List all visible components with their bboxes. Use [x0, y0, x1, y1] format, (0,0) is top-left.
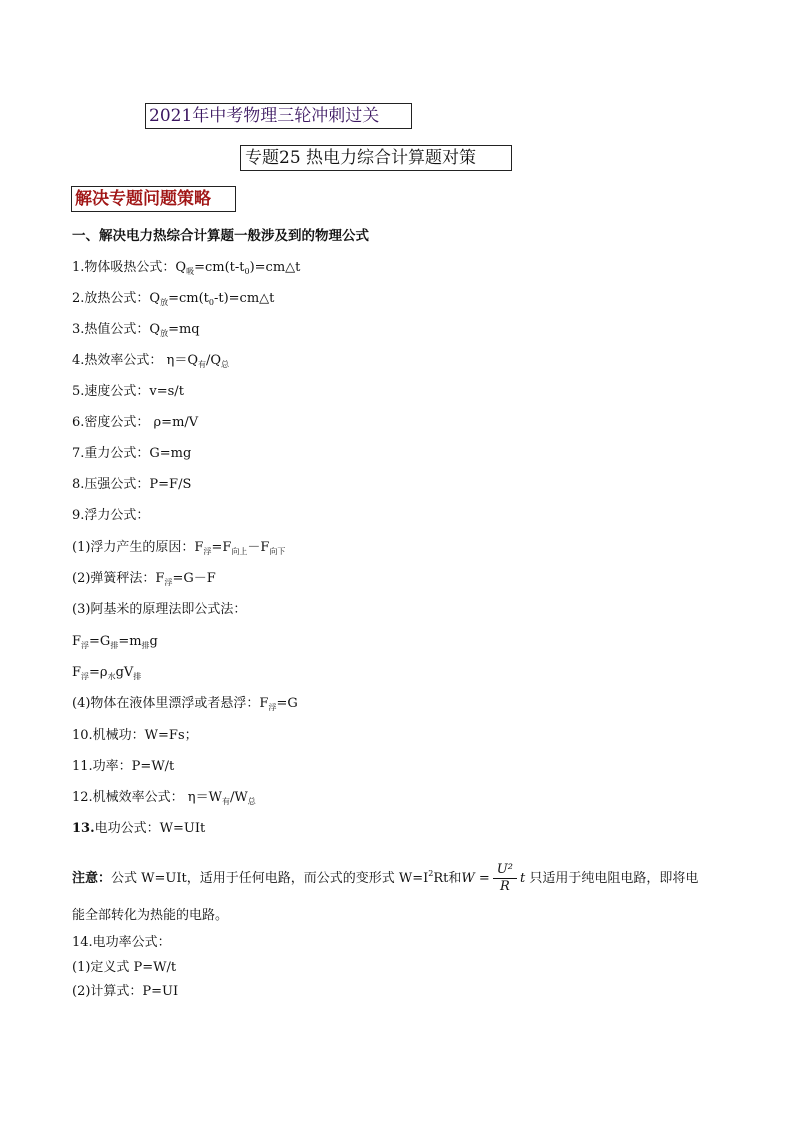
- strategy-heading: 解决专题问题策略: [71, 186, 236, 212]
- formula-floating: (4)物体在液体里漂浮或者悬浮：$F_浮=G$: [72, 696, 298, 712]
- formula-electric-work: 13.电功公式：W=UIt: [72, 821, 206, 836]
- section-heading: 一、解决电力热综合计算题一般涉及到的物理公式: [72, 228, 369, 244]
- formula-pressure: 8.压强公式：P=F/S: [72, 477, 192, 492]
- formula-density: 6.密度公式： ρ=m/V: [72, 415, 199, 430]
- electric-power-title: 14.电功率公式：: [72, 935, 171, 950]
- formula-archimedes-2: $F_浮=\rho_水gV_排$: [72, 665, 142, 681]
- series-title: 2021年中考物理三轮冲刺过关: [145, 103, 412, 129]
- formula-buoyancy-spring: (2)弹簧秤法：$F_浮=G-F$: [72, 571, 216, 587]
- note-paragraph: 注意：公式 W=UIt，适用于任何电路，而公式的变形式 $W=I^2Rt$和W = $\frac{\text{U²}}{R}$ t 只适用于纯电阻电路，即将电: [72, 862, 699, 894]
- note-label: 注意：: [72, 871, 112, 886]
- formula-fraction: $\frac{\text{U²}}{R}$: [493, 862, 517, 895]
- formula-heat-absorb: 1.物体吸热公式：$Q_吸=cm(t-t_0)=cm\triangle t$: [72, 260, 301, 276]
- note-continuation: 能全部转化为热能的电路。: [72, 908, 229, 923]
- electric-power-calculation: (2)计算式：P=UI: [72, 984, 179, 999]
- formula-mechanical-efficiency: 12.机械效率公式： $\eta=W_有/W_总$: [72, 790, 256, 806]
- formula-buoyancy-cause: (1)浮力产生的原因：$F_浮=F_{向上}-F_{向下}$: [72, 540, 286, 556]
- formula-speed: 5.速度公式：v=s/t: [72, 384, 184, 399]
- formula-buoyancy-title: 9.浮力公式：: [72, 508, 150, 523]
- topic-title: 专题25 热电力综合计算题对策: [240, 145, 512, 171]
- formula-gravity: 7.重力公式：G=mg: [72, 446, 192, 461]
- electric-power-definition: (1)定义式 P=W/t: [72, 960, 177, 975]
- formula-heat-efficiency: 4.热效率公式： $\eta=Q_有/Q_总$: [72, 353, 230, 369]
- formula-heat-release: 2.放热公式：$Q_放=cm(t_0-t)=cm\triangle t$: [72, 291, 275, 307]
- formula-power: 11.功率：P=W/t: [72, 759, 175, 774]
- formula-mechanical-work: 10.机械功：W=Fs；: [72, 728, 198, 743]
- formula-archimedes-title: (3)阿基米的原理法即公式法：: [72, 602, 247, 617]
- formula-heat-value: 3.热值公式：$Q_放=mq$: [72, 322, 200, 338]
- formula-archimedes-1: $F_浮=G_排=m_排g$: [72, 634, 158, 650]
